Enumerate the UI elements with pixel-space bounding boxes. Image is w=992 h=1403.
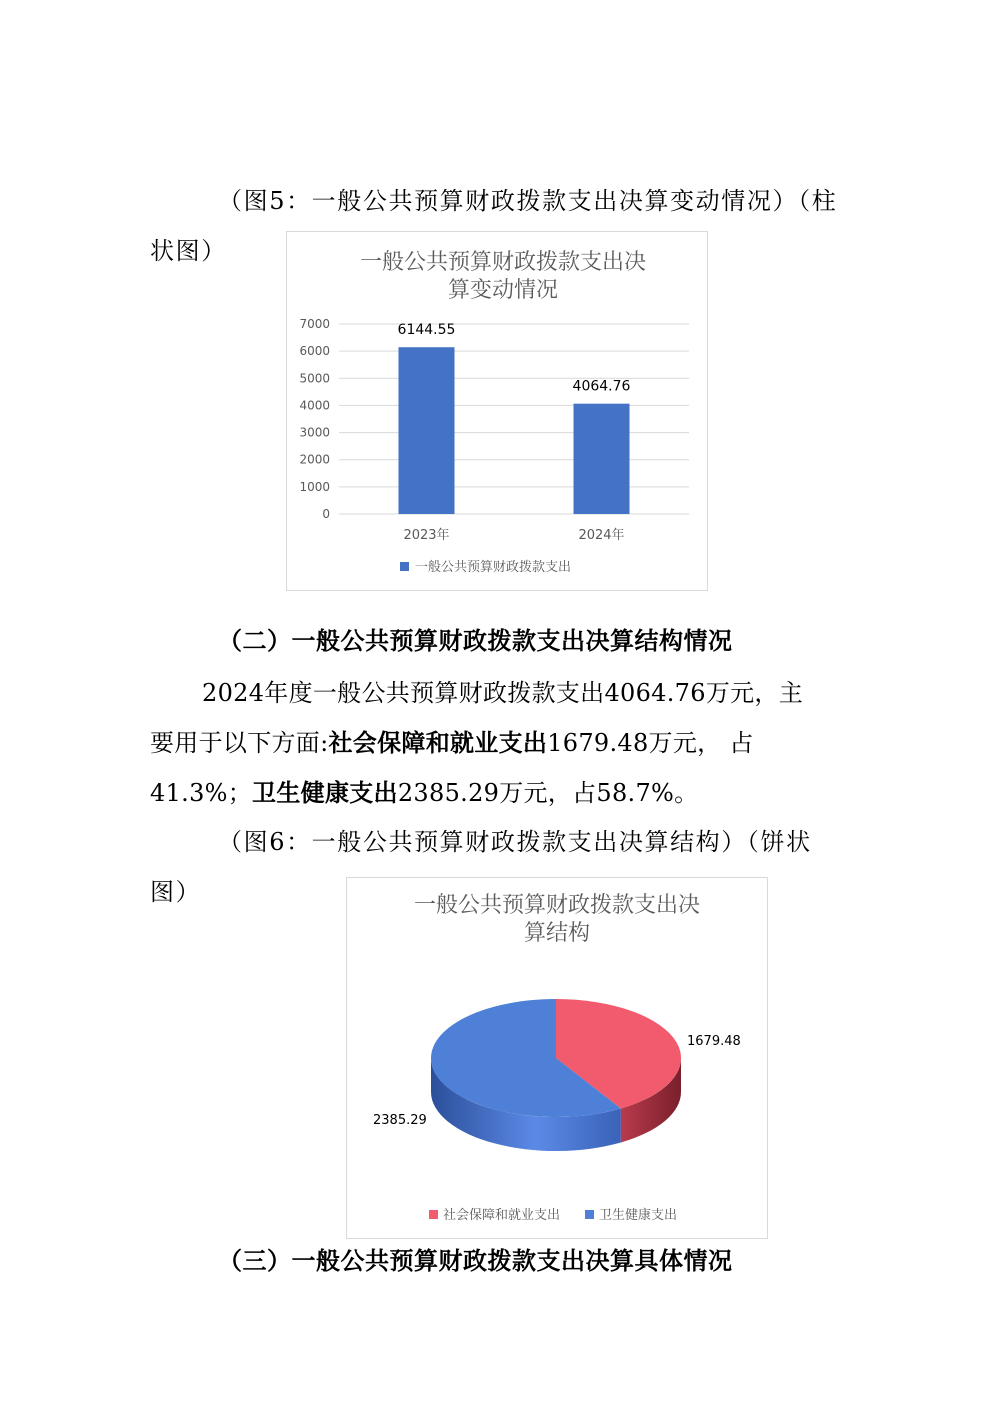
paragraph-line3-percent: 41.3%； (150, 779, 253, 807)
bar-y-tick-label: 5000 (299, 371, 330, 386)
bar-y-tick-label: 1000 (299, 479, 330, 494)
pie-chart (346, 877, 768, 1239)
bar-legend-label: 一般公共预算财政拨款支出 (415, 560, 572, 575)
bar-chart-svg (287, 232, 707, 590)
figure6-caption-line2: 图） (150, 878, 202, 906)
figure6-caption-line1: （图6：一般公共预算财政拨款支出决算结构）（饼状 (218, 828, 812, 856)
health-term: 卫生健康支出 (252, 778, 398, 807)
bar-chart-x-axis (403, 527, 624, 543)
paragraph-line2-amount: 1679.48万元， 占 (547, 729, 754, 757)
bar-y-tick-label: 4000 (299, 398, 330, 413)
pie-legend-swatch-health (585, 1210, 594, 1219)
pie-legend-social: 社会保障和就业支出 (443, 1208, 561, 1223)
bar-x-tick-label: 2024年 (578, 528, 625, 543)
bar-legend-swatch (400, 562, 409, 571)
pie-label-social-security: 1679.48 (687, 1034, 741, 1049)
bar-chart-title: 一般公共预算财政拨款支出决 (359, 250, 647, 275)
paragraph-line1: 2024年度一般公共预算财政拨款支出4064.76万元，主 (202, 679, 804, 707)
bar-2023年 (399, 347, 455, 514)
section-heading-2: （二）一般公共预算财政拨款支出决算结构情况 (218, 626, 733, 655)
paragraph-line3-amount: 2385.29万元，占58.7%。 (397, 779, 699, 807)
pie-legend-swatch-social (429, 1210, 438, 1219)
figure5-caption-line1: （图5：一般公共预算财政拨款支出决算变动情况）（柱 (218, 187, 838, 215)
bar-y-tick-label: 7000 (299, 317, 330, 331)
pie-chart-title-line2: 算结构 (523, 921, 591, 946)
bar-y-tick-label: 3000 (299, 425, 330, 440)
bar-chart-grid (339, 324, 689, 514)
paragraph-line2 (150, 726, 842, 760)
social-security-term: 社会保障和就业支出 (328, 728, 548, 757)
bar-x-tick-label: 2023年 (403, 528, 450, 543)
bar-y-tick-label: 6000 (299, 344, 330, 359)
pie-chart-svg (347, 878, 767, 1238)
pie-legend-health: 卫生健康支出 (599, 1208, 678, 1223)
bar-chart-title-line2: 算变动情况 (447, 278, 559, 303)
paragraph-line2-intro: 要用于以下方面: (150, 729, 329, 757)
bar-data-label: 4064.76 (572, 378, 631, 395)
bar-chart-y-axis (299, 317, 330, 521)
figure5-caption-line2: 状图） (150, 237, 227, 265)
bar-chart (286, 231, 708, 591)
bar-chart-bars (399, 347, 630, 514)
pie-label-health: 2385.29 (373, 1113, 427, 1128)
bar-2024年 (574, 404, 630, 514)
paragraph-line3 (150, 776, 842, 810)
bar-y-tick-label: 0 (322, 507, 330, 521)
section-heading-3: （三）一般公共预算财政拨款支出决算具体情况 (218, 1246, 733, 1275)
bar-y-tick-label: 2000 (299, 452, 330, 467)
bar-data-label: 6144.55 (397, 322, 456, 339)
pie-chart-title: 一般公共预算财政拨款支出决 (413, 893, 701, 918)
pie-slices (431, 999, 681, 1151)
